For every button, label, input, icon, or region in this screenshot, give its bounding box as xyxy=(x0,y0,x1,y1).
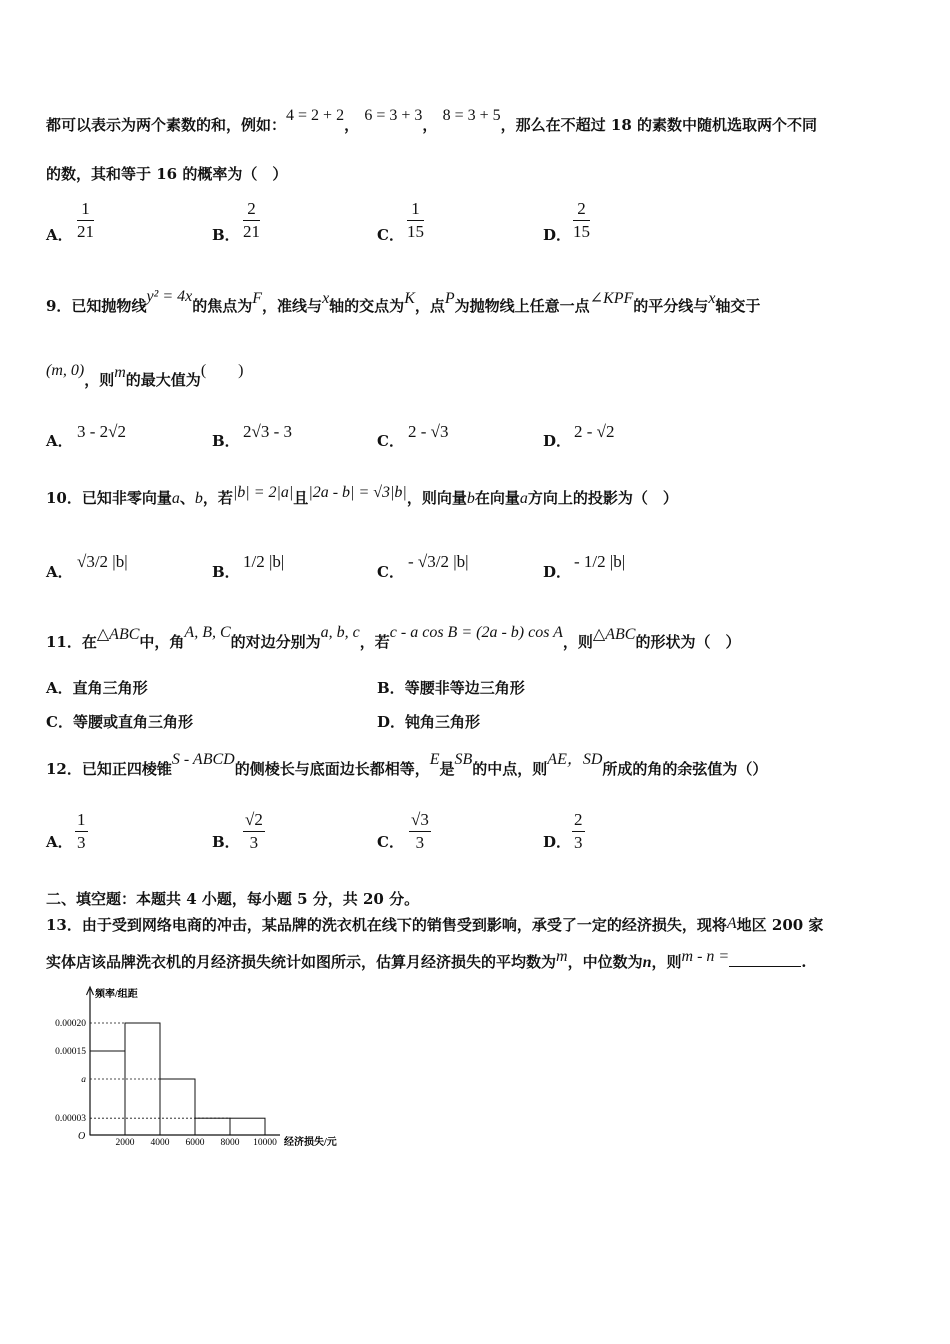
q9-point-p: P xyxy=(444,290,455,307)
q13-region-a: A xyxy=(726,915,737,932)
q9-x-axis-2: x xyxy=(708,290,716,307)
q13-line2-pre: 实体店该品牌洗衣机的月经济损失统计如图所示，估算月经济损失的平均数为 xyxy=(46,953,557,971)
q9-option-b-label[interactable]: B． xyxy=(212,432,240,450)
y-tick-labels xyxy=(55,1019,86,1124)
q11-equation: c - a cos B = (2a - b) cos A xyxy=(389,624,563,641)
q9-text-7: 的平分线与 xyxy=(633,297,709,315)
q13-end-period: . xyxy=(801,953,807,971)
q11-triangle-1: △ABC xyxy=(96,626,140,643)
q13-line2 xyxy=(46,948,807,973)
q9-parabola-equation: y² = 4x xyxy=(146,288,193,305)
q9-x-axis-1: x xyxy=(322,290,330,307)
q12-option-d-fraction: $\frac{2}{3}$ xyxy=(574,810,583,852)
q9-angle-kpf: ∠KPF xyxy=(589,290,634,307)
q11-option-c-label: C． xyxy=(46,713,73,731)
q9-option-a-expression: 3 - 2√2 xyxy=(77,422,126,441)
loss-histogram xyxy=(40,983,360,1158)
q8-sep-2: ， xyxy=(422,116,438,134)
x-tick-label: 4000 xyxy=(150,1138,170,1148)
q10-line1 xyxy=(46,484,678,509)
q11-sides: a, b, c xyxy=(320,624,360,641)
q9-text-8: 轴交于 xyxy=(715,297,761,315)
q10-condition-1: |b| = 2|a| xyxy=(232,484,294,501)
q10-text-2: ，若 xyxy=(202,489,233,507)
q9-option-d-label[interactable]: D． xyxy=(543,432,572,450)
q10-option-b-expression: 1/2 |b| xyxy=(243,552,285,571)
y-tick-label: 0.00003 xyxy=(55,1114,86,1125)
q11-option-a-label: A． xyxy=(46,679,73,697)
q8-option-c-label[interactable]: C． xyxy=(377,226,404,244)
origin-label: O xyxy=(78,1131,86,1142)
histogram-bar xyxy=(90,1051,125,1135)
q13-variable-n: n xyxy=(642,954,652,971)
q10-text-5: 在向量 xyxy=(474,489,520,507)
y-tick-label: 0.00020 xyxy=(55,1019,86,1029)
q11-line1 xyxy=(46,624,741,653)
q8-line2: 的数，其和等于 16 的概率为（ ） xyxy=(46,165,288,183)
q9-option-c-label[interactable]: C． xyxy=(377,432,404,450)
q9-focus-f: F xyxy=(252,290,263,307)
q12-option-b-fraction: $\frac{√2}{3}$ xyxy=(245,810,263,852)
q11-option-b[interactable] xyxy=(377,678,525,698)
q13-line1-post: 地区 200 家 xyxy=(736,916,824,934)
q8-option-a-fraction: $\frac{1}{21}$ xyxy=(77,199,94,241)
q12-text-3: 是 xyxy=(439,760,455,778)
q8-example-3: 8 = 3 + 5 xyxy=(442,107,501,124)
q10-option-b-label[interactable]: B． xyxy=(212,563,240,581)
q9-text-5: ，点 xyxy=(414,297,445,315)
q8-option-b-fraction: $\frac{2}{21}$ xyxy=(243,199,260,241)
q8-line1-post: ，那么在不超过 18 的素数中随机选取两个不同 xyxy=(500,116,817,134)
q9-point-k: K xyxy=(404,290,415,307)
y-tick-label: a xyxy=(81,1075,86,1085)
q8-example-1: 4 = 2 + 2 xyxy=(286,107,345,124)
q8-example-2: 6 = 3 + 3 xyxy=(364,107,423,124)
q12-lines-ae-sd: AE，SD xyxy=(547,751,603,768)
x-tick-label: 6000 xyxy=(185,1138,205,1148)
q12-point-e: E xyxy=(429,751,440,768)
q13-expression: m - n = xyxy=(681,948,730,965)
x-tick-label: 8000 xyxy=(220,1138,240,1148)
q9-answer-paren: ( ) xyxy=(200,362,244,379)
q10-vector-b: b xyxy=(194,490,203,507)
q12-option-c-label[interactable]: C． xyxy=(377,833,404,851)
q11-option-c[interactable] xyxy=(46,712,193,732)
q10-option-d-expression: - 1/2 |b| xyxy=(574,552,626,571)
q10-text-3: 且 xyxy=(293,489,309,507)
q12-option-c-fraction: $\frac{√3}{3}$ xyxy=(411,810,429,852)
histogram-bars xyxy=(90,1023,265,1135)
q10-text-4: ，则向量 xyxy=(406,489,467,507)
q12-edge-sb: SB xyxy=(454,751,473,768)
q13-line1 xyxy=(46,915,823,936)
q13-answer-blank[interactable] xyxy=(729,952,801,967)
q10-sep: 、 xyxy=(179,489,195,507)
q12-line1 xyxy=(46,751,768,780)
q9-text-10: 的最大值为 xyxy=(125,371,201,389)
q11-text-1: 11．在 xyxy=(46,633,97,651)
q9-option-c-expression: 2 - √3 xyxy=(408,422,449,441)
q10-text-1: 10．已知非零向量 xyxy=(46,489,172,507)
x-tick-label: 2000 xyxy=(115,1138,135,1148)
q9-text-2: 的焦点为 xyxy=(192,297,253,315)
q12-pyramid: S - ABCD xyxy=(171,751,235,768)
q11-option-b-label: B． xyxy=(377,679,405,697)
q10-condition-2: |2a - b| = √3|b| xyxy=(308,484,407,501)
q13-line2-mid: ，中位数为 xyxy=(567,953,643,971)
q13-variable-m: m xyxy=(556,948,568,965)
histogram-bar xyxy=(230,1118,265,1135)
q9-point-m0: (m, 0) xyxy=(46,362,85,379)
q11-option-a-text: 直角三角形 xyxy=(72,679,148,697)
q8-option-b-label[interactable]: B． xyxy=(212,226,240,244)
q11-option-d-label: D． xyxy=(377,713,406,731)
q13-line2-mid2: ，则 xyxy=(651,953,682,971)
q11-text-2: 中，角 xyxy=(139,633,185,651)
q8-option-c-fraction: $\frac{1}{15}$ xyxy=(407,199,424,241)
x-tick-labels xyxy=(116,1138,278,1148)
q8-line1 xyxy=(46,107,817,136)
q10-vector-a: a xyxy=(171,490,180,507)
q10-text-6: 方向上的投影为（ ） xyxy=(527,489,678,507)
y-axis-label: 频率/组距 xyxy=(95,989,138,1000)
q9-option-d-expression: 2 - √2 xyxy=(574,422,615,441)
q9-line1 xyxy=(46,288,761,317)
q8-sep-1: ， xyxy=(344,116,360,134)
q9-text-6: 为抛物线上任意一点 xyxy=(454,297,590,315)
q9-option-a-label[interactable]: A． xyxy=(46,432,73,450)
q9-variable-m: m xyxy=(114,364,126,381)
q11-option-c-text: 等腰或直角三角形 xyxy=(72,713,193,731)
q12-option-a-fraction: $\frac{1}{3}$ xyxy=(77,810,86,852)
x-tick-label: 10000 xyxy=(253,1138,277,1148)
q12-text-1: 12．已知正四棱锥 xyxy=(46,760,172,778)
q8-option-a-label[interactable]: A． xyxy=(46,226,73,244)
q11-text-3: 的对边分别为 xyxy=(230,633,321,651)
q10-option-a-label[interactable]: A． xyxy=(46,563,73,581)
q10-option-a-expression: √3/2 |b| xyxy=(77,552,128,571)
histogram-bar xyxy=(160,1079,195,1135)
y-tick-label: 0.00015 xyxy=(55,1047,86,1057)
q9-option-b-expression: 2√3 - 3 xyxy=(243,422,292,441)
q11-text-4: ，若 xyxy=(359,633,390,651)
q12-option-b-label[interactable]: B． xyxy=(212,833,240,851)
q11-text-6: 的形状为（ ） xyxy=(635,633,741,651)
q12-text-4: 的中点，则 xyxy=(472,760,548,778)
x-axis-label: 经济损失/元 xyxy=(284,1137,337,1148)
q10-option-c-label[interactable]: C． xyxy=(377,563,404,581)
q10-vector-a-2: a xyxy=(519,490,528,507)
section-2-heading: 二、填空题：本题共 4 小题，每小题 5 分，共 20 分。 xyxy=(46,890,420,908)
q10-option-d-label[interactable]: D． xyxy=(543,563,572,581)
q8-option-d-fraction: $\frac{2}{15}$ xyxy=(573,199,590,241)
q11-option-b-text: 等腰非等边三角形 xyxy=(404,679,525,697)
q9-text-3: ，准线与 xyxy=(262,297,323,315)
q9-text-4: 轴的交点为 xyxy=(329,297,405,315)
q12-option-a-label[interactable]: A． xyxy=(46,833,73,851)
q11-triangle-2: △ABC xyxy=(592,626,636,643)
q11-option-a[interactable] xyxy=(46,678,148,698)
q12-text-5: 所成的角的余弦值为（） xyxy=(602,760,768,778)
q12-option-d-label[interactable]: D． xyxy=(543,833,572,851)
q8-line1-pre: 都可以表示为两个素数的和，例如： xyxy=(46,116,287,134)
q9-text-9: ，则 xyxy=(84,371,115,389)
q11-angles: A, B, C xyxy=(184,624,231,641)
q9-line2 xyxy=(46,362,244,391)
q12-text-2: 的侧棱长与底面边长都相等， xyxy=(234,760,430,778)
q11-option-d[interactable] xyxy=(377,712,480,732)
q11-text-5: ，则 xyxy=(562,633,593,651)
q9-text-1: 9．已知抛物线 xyxy=(46,297,147,315)
histogram-bar xyxy=(195,1118,230,1135)
q10-option-c-expression: - √3/2 |b| xyxy=(408,552,469,571)
q13-line1-pre: 13．由于受到网络电商的冲击，某品牌的洗衣机在线下的销售受到影响，承受了一定的经济损失，现将 xyxy=(46,916,727,934)
q8-option-d-label[interactable]: D． xyxy=(543,226,572,244)
q10-vector-b-2: b xyxy=(466,490,475,507)
q11-option-d-text: 钝角三角形 xyxy=(405,713,481,731)
